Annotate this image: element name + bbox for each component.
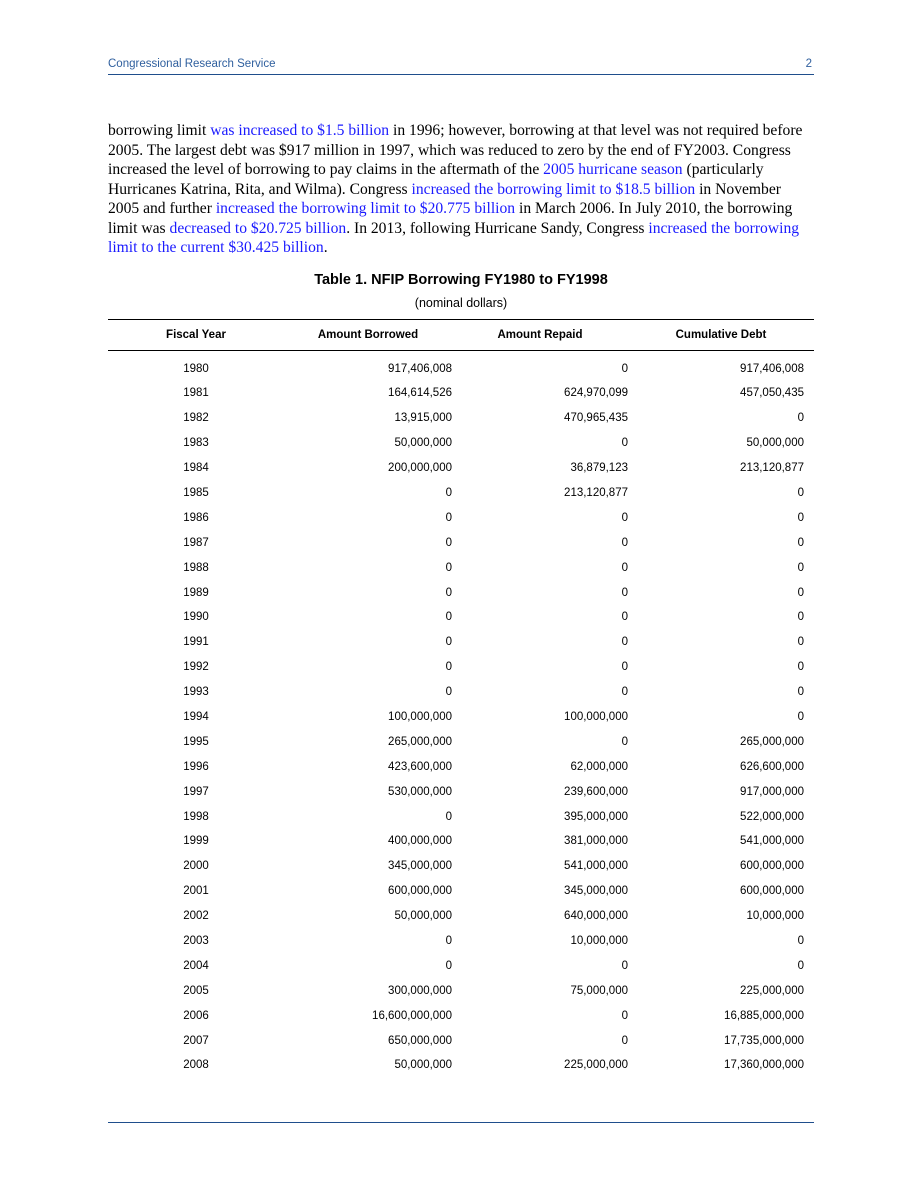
table-row bbox=[108, 580, 814, 605]
table-row bbox=[108, 829, 814, 854]
amount-repaid-cell: 0 bbox=[621, 1009, 628, 1022]
fiscal-year-cell: 1997 bbox=[183, 785, 209, 798]
fiscal-year-cell: 1980 bbox=[183, 363, 209, 375]
table-title: Table 1. NFIP Borrowing FY1980 to FY1998 bbox=[314, 272, 608, 288]
cumulative-debt-cell: 0 bbox=[797, 636, 804, 649]
cumulative-debt-cell: 0 bbox=[797, 412, 804, 425]
cumulative-debt-cell: 225,000,000 bbox=[740, 984, 804, 997]
fiscal-year-cell: 2004 bbox=[183, 959, 209, 972]
table-body bbox=[108, 351, 814, 1078]
hyperlink[interactable]: was increased to $1.5 billion bbox=[210, 122, 390, 139]
fiscal-year-cell: 1988 bbox=[183, 561, 209, 574]
amount-repaid-cell: 0 bbox=[621, 661, 628, 674]
table-row bbox=[108, 605, 814, 630]
hyperlink[interactable]: 2005 hurricane season bbox=[543, 161, 683, 178]
amount-repaid-cell: 0 bbox=[621, 686, 628, 699]
table-row bbox=[108, 705, 814, 730]
table-row bbox=[108, 406, 814, 431]
amount-borrowed-cell: 0 bbox=[445, 935, 452, 948]
amount-repaid-cell: 75,000,000 bbox=[570, 984, 628, 997]
fiscal-year-cell: 1986 bbox=[183, 511, 209, 524]
amount-borrowed-cell: 50,000,000 bbox=[394, 1059, 452, 1072]
amount-repaid-cell: 0 bbox=[621, 959, 628, 972]
table-row bbox=[108, 779, 814, 804]
fiscal-year-cell: 1982 bbox=[183, 412, 209, 425]
amount-borrowed-cell: 0 bbox=[445, 536, 452, 549]
cumulative-debt-cell: 0 bbox=[797, 959, 804, 972]
fiscal-year-cell: 1994 bbox=[183, 711, 209, 724]
fiscal-year-cell: 2007 bbox=[183, 1034, 209, 1047]
table-row bbox=[108, 1028, 814, 1053]
table-row bbox=[108, 754, 814, 779]
amount-repaid-cell: 470,965,435 bbox=[564, 412, 628, 425]
column-header-amount-borrowed: Amount Borrowed bbox=[284, 320, 452, 351]
fiscal-year-cell: 1998 bbox=[183, 810, 209, 823]
amount-borrowed-cell: 164,614,526 bbox=[388, 387, 452, 400]
amount-borrowed-cell: 530,000,000 bbox=[388, 785, 452, 798]
cumulative-debt-cell: 0 bbox=[797, 586, 804, 599]
amount-borrowed-cell: 423,600,000 bbox=[388, 760, 452, 773]
amount-repaid-cell: 395,000,000 bbox=[564, 810, 628, 823]
amount-repaid-cell: 0 bbox=[621, 636, 628, 649]
hyperlink[interactable]: increased the borrowing limit to $20.775 billion bbox=[215, 200, 516, 217]
amount-repaid-cell: 0 bbox=[621, 363, 628, 375]
amount-borrowed-cell: 0 bbox=[445, 636, 452, 649]
fiscal-year-cell: 2001 bbox=[183, 885, 209, 898]
table-row bbox=[108, 1003, 814, 1028]
amount-repaid-cell: 213,120,877 bbox=[564, 487, 628, 499]
footer-rule bbox=[108, 1122, 814, 1123]
amount-borrowed-cell: 300,000,000 bbox=[388, 984, 452, 997]
table-header-row bbox=[108, 320, 814, 351]
text-run: . In 2013, following Hurricane Sandy, Congress bbox=[346, 219, 649, 237]
table-row bbox=[108, 351, 814, 382]
amount-repaid-cell: 0 bbox=[621, 437, 628, 450]
cumulative-debt-cell: 522,000,000 bbox=[740, 810, 804, 823]
hyperlink[interactable]: increased the borrowing limit to $18.5 billion bbox=[411, 180, 696, 198]
amount-borrowed-cell: 0 bbox=[445, 511, 452, 524]
amount-borrowed-cell: 0 bbox=[445, 586, 452, 599]
amount-borrowed-cell: 0 bbox=[445, 686, 452, 699]
table-row bbox=[108, 505, 814, 530]
hyperlink[interactable]: increased the borrowing limit to the current $30.425 billion bbox=[108, 219, 800, 256]
cumulative-debt-cell: 600,000,000 bbox=[740, 885, 804, 898]
borrowing-table bbox=[108, 319, 814, 1078]
fiscal-year-cell: 1995 bbox=[183, 735, 209, 748]
table-row bbox=[108, 431, 814, 456]
amount-repaid-cell: 10,000,000 bbox=[570, 935, 628, 948]
fiscal-year-cell: 1984 bbox=[183, 462, 209, 475]
column-header-cumulative-debt: Cumulative Debt bbox=[628, 320, 814, 351]
fiscal-year-cell: 2003 bbox=[183, 935, 209, 948]
fiscal-year-cell: 1999 bbox=[183, 835, 209, 848]
amount-borrowed-cell: 13,915,000 bbox=[394, 412, 452, 425]
cumulative-debt-cell: 457,050,435 bbox=[740, 387, 804, 400]
amount-repaid-cell: 100,000,000 bbox=[564, 711, 628, 724]
table-row bbox=[108, 1053, 814, 1078]
amount-borrowed-cell: 650,000,000 bbox=[388, 1034, 452, 1047]
table-row bbox=[108, 729, 814, 754]
cumulative-debt-cell: 0 bbox=[797, 536, 804, 549]
fiscal-year-cell: 1987 bbox=[183, 536, 209, 549]
amount-repaid-cell: 36,879,123 bbox=[570, 462, 628, 475]
text-run: . bbox=[323, 239, 328, 256]
table-row bbox=[108, 929, 814, 954]
amount-borrowed-cell: 50,000,000 bbox=[394, 910, 452, 923]
amount-borrowed-cell: 0 bbox=[445, 959, 452, 972]
amount-borrowed-cell: 50,000,000 bbox=[394, 437, 452, 450]
hyperlink[interactable]: decreased to $20.725 billion bbox=[169, 219, 347, 237]
amount-repaid-cell: 640,000,000 bbox=[564, 910, 628, 923]
amount-borrowed-cell: 345,000,000 bbox=[388, 860, 452, 873]
cumulative-debt-cell: 10,000,000 bbox=[746, 910, 804, 923]
fiscal-year-cell: 1981 bbox=[183, 387, 209, 400]
amount-repaid-cell: 0 bbox=[621, 536, 628, 549]
cumulative-debt-cell: 50,000,000 bbox=[746, 437, 804, 450]
amount-repaid-cell: 239,600,000 bbox=[564, 785, 628, 798]
fiscal-year-cell: 1993 bbox=[183, 686, 209, 699]
amount-borrowed-cell: 100,000,000 bbox=[388, 711, 452, 724]
fiscal-year-cell: 2000 bbox=[183, 860, 209, 873]
fiscal-year-cell: 1990 bbox=[183, 611, 209, 624]
table-row bbox=[108, 904, 814, 929]
table-row bbox=[108, 456, 814, 481]
fiscal-year-cell: 2002 bbox=[183, 910, 209, 923]
amount-borrowed-cell: 16,600,000,000 bbox=[372, 1009, 452, 1022]
amount-borrowed-cell: 0 bbox=[445, 810, 452, 823]
cumulative-debt-cell: 0 bbox=[797, 487, 804, 499]
fiscal-year-cell: 2005 bbox=[183, 984, 209, 997]
amount-repaid-cell: 381,000,000 bbox=[564, 835, 628, 848]
amount-repaid-cell: 0 bbox=[621, 561, 628, 574]
amount-repaid-cell: 0 bbox=[621, 1034, 628, 1047]
cumulative-debt-cell: 626,600,000 bbox=[740, 760, 804, 773]
table-row bbox=[108, 381, 814, 406]
amount-repaid-cell: 0 bbox=[621, 735, 628, 748]
text-run: (particularly Hurricanes Katrina, Rita, and Wilma). Congress bbox=[108, 161, 764, 198]
amount-borrowed-cell: 400,000,000 bbox=[388, 835, 452, 848]
cumulative-debt-cell: 917,000,000 bbox=[740, 785, 804, 798]
fiscal-year-cell: 1996 bbox=[183, 760, 209, 773]
table-row bbox=[108, 978, 814, 1003]
amount-repaid-cell: 0 bbox=[621, 586, 628, 599]
text-run: in November 2005 and further bbox=[108, 180, 781, 217]
table-row bbox=[108, 630, 814, 655]
table-subtitle: (nominal dollars) bbox=[414, 296, 508, 310]
table-row bbox=[108, 555, 814, 580]
amount-repaid-cell: 225,000,000 bbox=[564, 1059, 628, 1072]
page-number: 2 bbox=[805, 58, 812, 70]
fiscal-year-cell: 2006 bbox=[183, 1009, 209, 1022]
cumulative-debt-cell: 0 bbox=[797, 561, 804, 574]
cumulative-debt-cell: 17,360,000,000 bbox=[724, 1059, 804, 1072]
cumulative-debt-cell: 265,000,000 bbox=[740, 735, 804, 748]
table-row bbox=[108, 953, 814, 978]
table-row bbox=[108, 655, 814, 680]
table-row bbox=[108, 680, 814, 705]
cumulative-debt-cell: 600,000,000 bbox=[740, 860, 804, 873]
amount-borrowed-cell: 200,000,000 bbox=[388, 462, 452, 475]
amount-repaid-cell: 0 bbox=[621, 611, 628, 624]
amount-borrowed-cell: 0 bbox=[445, 561, 452, 574]
amount-repaid-cell: 0 bbox=[621, 511, 628, 524]
fiscal-year-cell: 1992 bbox=[183, 661, 209, 674]
cumulative-debt-cell: 0 bbox=[797, 661, 804, 674]
amount-borrowed-cell: 0 bbox=[445, 661, 452, 674]
column-header-amount-repaid: Amount Repaid bbox=[452, 320, 628, 351]
table-row bbox=[108, 804, 814, 829]
table-row bbox=[108, 530, 814, 555]
cumulative-debt-cell: 213,120,877 bbox=[740, 462, 804, 475]
text-run: in March 2006. In July 2010, the borrowing limit was bbox=[108, 200, 793, 237]
fiscal-year-cell: 1991 bbox=[183, 636, 209, 649]
cumulative-debt-cell: 17,735,000,000 bbox=[724, 1034, 804, 1047]
cumulative-debt-cell: 0 bbox=[797, 611, 804, 624]
text-run: borrowing limit bbox=[108, 122, 211, 139]
body-paragraph bbox=[108, 121, 814, 258]
amount-repaid-cell: 624,970,099 bbox=[564, 387, 628, 400]
page-header bbox=[108, 56, 814, 75]
amount-borrowed-cell: 0 bbox=[445, 487, 452, 499]
cumulative-debt-cell: 0 bbox=[797, 511, 804, 524]
cumulative-debt-cell: 541,000,000 bbox=[740, 835, 804, 848]
amount-borrowed-cell: 917,406,008 bbox=[388, 363, 452, 375]
fiscal-year-cell: 1985 bbox=[183, 487, 209, 499]
fiscal-year-cell: 1989 bbox=[183, 586, 209, 599]
text-run: in 1996; however, borrowing at that level was not required before 2005. The largest debt was $917 million in 1997, which was reduced to zero by the end of FY2003. Congress increased the level of borrowing to pay claims in the aftermath of the bbox=[108, 122, 803, 178]
amount-borrowed-cell: 265,000,000 bbox=[388, 735, 452, 748]
header-org-name: Congressional Research Service bbox=[108, 58, 276, 70]
amount-repaid-cell: 541,000,000 bbox=[564, 860, 628, 873]
cumulative-debt-cell: 917,406,008 bbox=[740, 363, 804, 375]
cumulative-debt-cell: 0 bbox=[797, 935, 804, 948]
table-row bbox=[108, 854, 814, 879]
fiscal-year-cell: 2008 bbox=[183, 1059, 209, 1072]
amount-borrowed-cell: 0 bbox=[445, 611, 452, 624]
cumulative-debt-cell: 0 bbox=[797, 711, 804, 724]
cumulative-debt-cell: 16,885,000,000 bbox=[724, 1009, 804, 1022]
fiscal-year-cell: 1983 bbox=[183, 437, 209, 450]
amount-repaid-cell: 62,000,000 bbox=[570, 760, 628, 773]
amount-borrowed-cell: 600,000,000 bbox=[388, 885, 452, 898]
amount-repaid-cell: 345,000,000 bbox=[564, 885, 628, 898]
table-row bbox=[108, 879, 814, 904]
cumulative-debt-cell: 0 bbox=[797, 686, 804, 699]
table-row bbox=[108, 481, 814, 506]
column-header-fiscal-year: Fiscal Year bbox=[108, 320, 284, 351]
